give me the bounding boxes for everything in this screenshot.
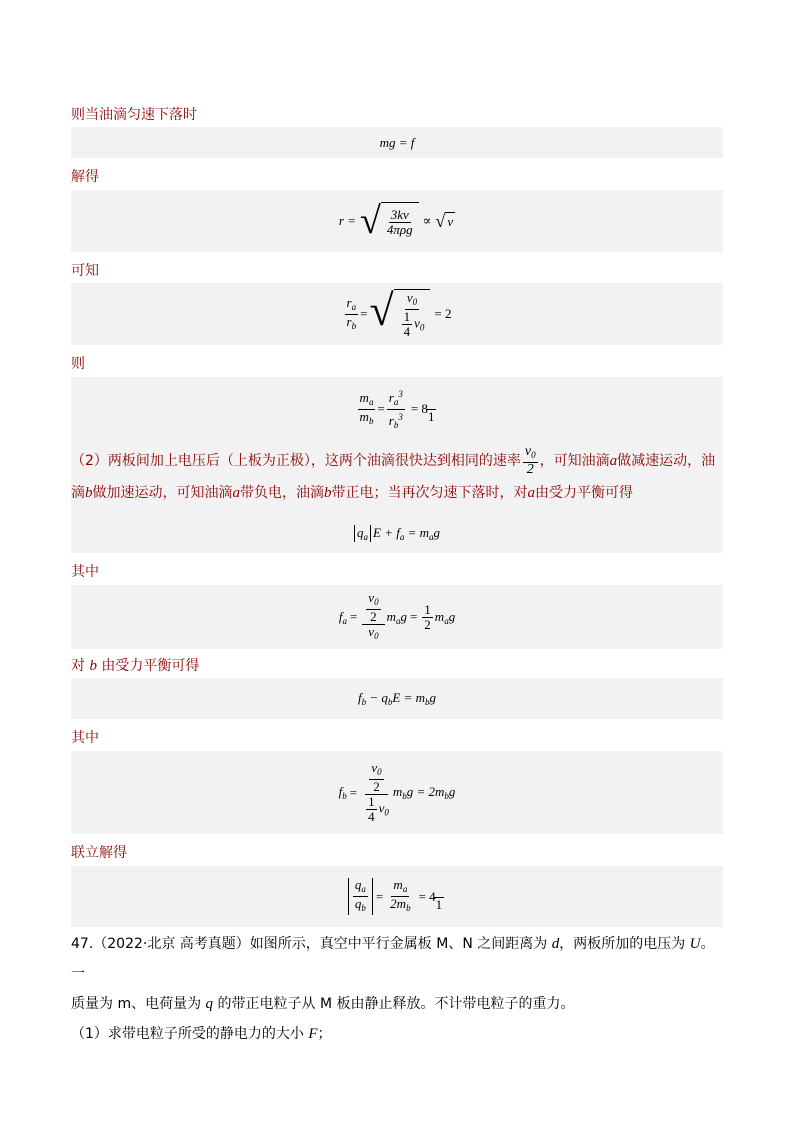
formula-fb: $f_b$ = $\frac{v_0}{2}$ $\frac{1}{4}$ $v_0$ $m_bg = 2m_bg$ bbox=[71, 751, 723, 834]
label-solve: 解得 bbox=[71, 169, 99, 185]
formula-force-b: $f_b - q_bE = m_bg$ bbox=[71, 678, 723, 719]
sqrt-expression: √ $\frac{3kv}{\text{4πρg}}$ bbox=[360, 202, 419, 240]
sqrt-v-ratio: √ $v_0$ $\frac{1}{4}$ $v_0$ bbox=[369, 289, 430, 339]
proportional-symbol: ∝ bbox=[422, 213, 432, 228]
result-2: = 2 bbox=[434, 306, 452, 321]
formula-fa: $f_a$ = $\frac{\frac{v_0}{2}}{v_0}$ $m_ag$ = $\frac{1}{2}$ $m_ag$ bbox=[71, 585, 723, 649]
formula-charge-ratio: $\frac{q_a}{q_b}$ = $\frac{m_a}{2m_b}$ = 4 1 bbox=[71, 866, 723, 927]
label-uniform-fall: 则当油滴匀速下落时 bbox=[71, 107, 197, 123]
fraction-3kv: $\frac{3kv}{\text{4πρg}}$ bbox=[386, 206, 413, 237]
label-for-b: 对 b 由受力平衡可得 bbox=[71, 658, 200, 674]
formula-text: mg = f bbox=[379, 134, 415, 150]
label-where-2: 其中 bbox=[71, 730, 99, 746]
paragraph-part2: （2）两板间加上电压后（上板为正极），这两个油滴很快达到相同的速率 $\frac{v_0}{2}$ ，可知油滴a做减速运动，油 滴b做加速运动，可知油滴a带负电，油滴b带正电；当再次匀速下落时，对a由受力平衡可得 bbox=[71, 444, 716, 501]
formula-mass-ratio: $\frac{m_a}{m_b}$ = $\frac{r_a^3}{r_b^3}$ = 8 1 bbox=[359, 388, 435, 430]
fraction-v0-over-2: $\frac{v_0}{2}$ bbox=[524, 444, 536, 477]
formula-force-a: $q_a$ $E + f_a = m_ag$ bbox=[71, 518, 723, 548]
formula-radius-ratio: $\frac{r_a}{r_b}$ = √ $v_0$ $\frac{1}{4}$ $v_0$ = 2 bbox=[71, 283, 723, 345]
label-then: 则 bbox=[71, 356, 85, 372]
label-known: 可知 bbox=[71, 263, 99, 279]
fraction-ra-rb: $\frac{r_a}{r_b}$ bbox=[346, 294, 357, 331]
formula-radius bbox=[71, 190, 723, 252]
sqrt-v: √ v bbox=[435, 211, 454, 231]
formula-r-lhs: r = bbox=[338, 213, 356, 228]
formula-mg-f bbox=[71, 127, 723, 158]
label-combine: 联立解得 bbox=[71, 845, 127, 861]
label-where-1: 其中 bbox=[71, 564, 99, 580]
question-47: 47.（2022·北京 高考真题）如图所示，真空中平行金属板 M、N 之间距离为 d，两板所加的电压为 U。一 质量为 m、电荷量为 q 的带正电粒子从 M 板由静止释放。不计带电粒子的重力。 （1）求带电粒子所受的静电力的大小 F； bbox=[71, 936, 715, 1042]
